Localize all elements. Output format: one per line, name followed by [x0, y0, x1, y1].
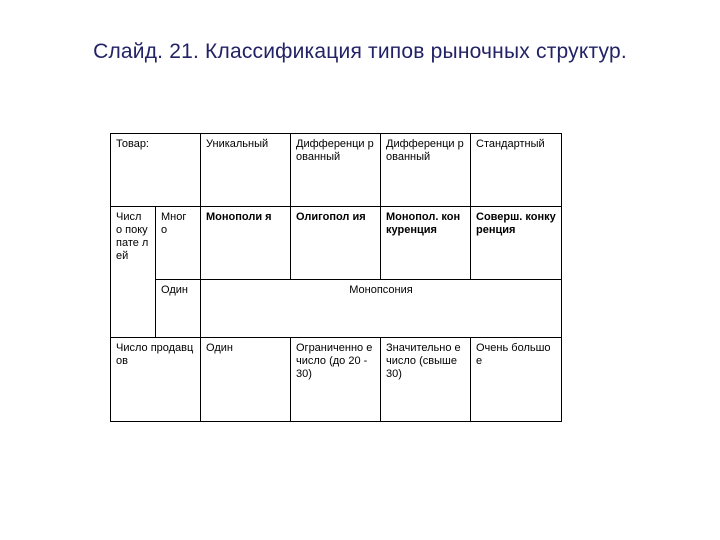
market-monopolistic-competition: Монопол. конкуренция — [381, 207, 471, 280]
sellers-row — [111, 338, 562, 422]
buyers-count-label: Числ о поку пате лей — [111, 207, 156, 338]
market-structure-table — [110, 133, 562, 422]
one-buyer-label: Один — [156, 280, 201, 338]
sellers-count-label: Число продавцов — [111, 338, 201, 422]
many-buyers-label: Мног о — [156, 207, 201, 280]
market-oligopoly: Олигопол ия — [291, 207, 381, 280]
goods-type-unique: Уникальный — [201, 134, 291, 207]
market-monopoly: Монополи я — [201, 207, 291, 280]
goods-type-differentiated-2: Дифференци рованный — [381, 134, 471, 207]
many-buyers-row — [111, 207, 562, 280]
one-buyer-row — [111, 280, 562, 338]
goods-row — [111, 134, 562, 207]
sellers-very-large: Очень большое — [471, 338, 562, 422]
sellers-limited: Ограниченно е число (до 20 - 30) — [291, 338, 381, 422]
market-perfect-competition: Соверш. конкуренция — [471, 207, 562, 280]
slide-title: Слайд. 21. Классификация типов рыночных структур. — [93, 40, 627, 63]
sellers-one: Один — [201, 338, 291, 422]
market-monopsony: Монопсония — [201, 280, 562, 338]
goods-type-differentiated-1: Дифференци рованный — [291, 134, 381, 207]
goods-label-cell: Товар: — [111, 134, 201, 207]
sellers-significant: Значительно е число (свыше 30) — [381, 338, 471, 422]
goods-type-standard: Стандартный — [471, 134, 562, 207]
